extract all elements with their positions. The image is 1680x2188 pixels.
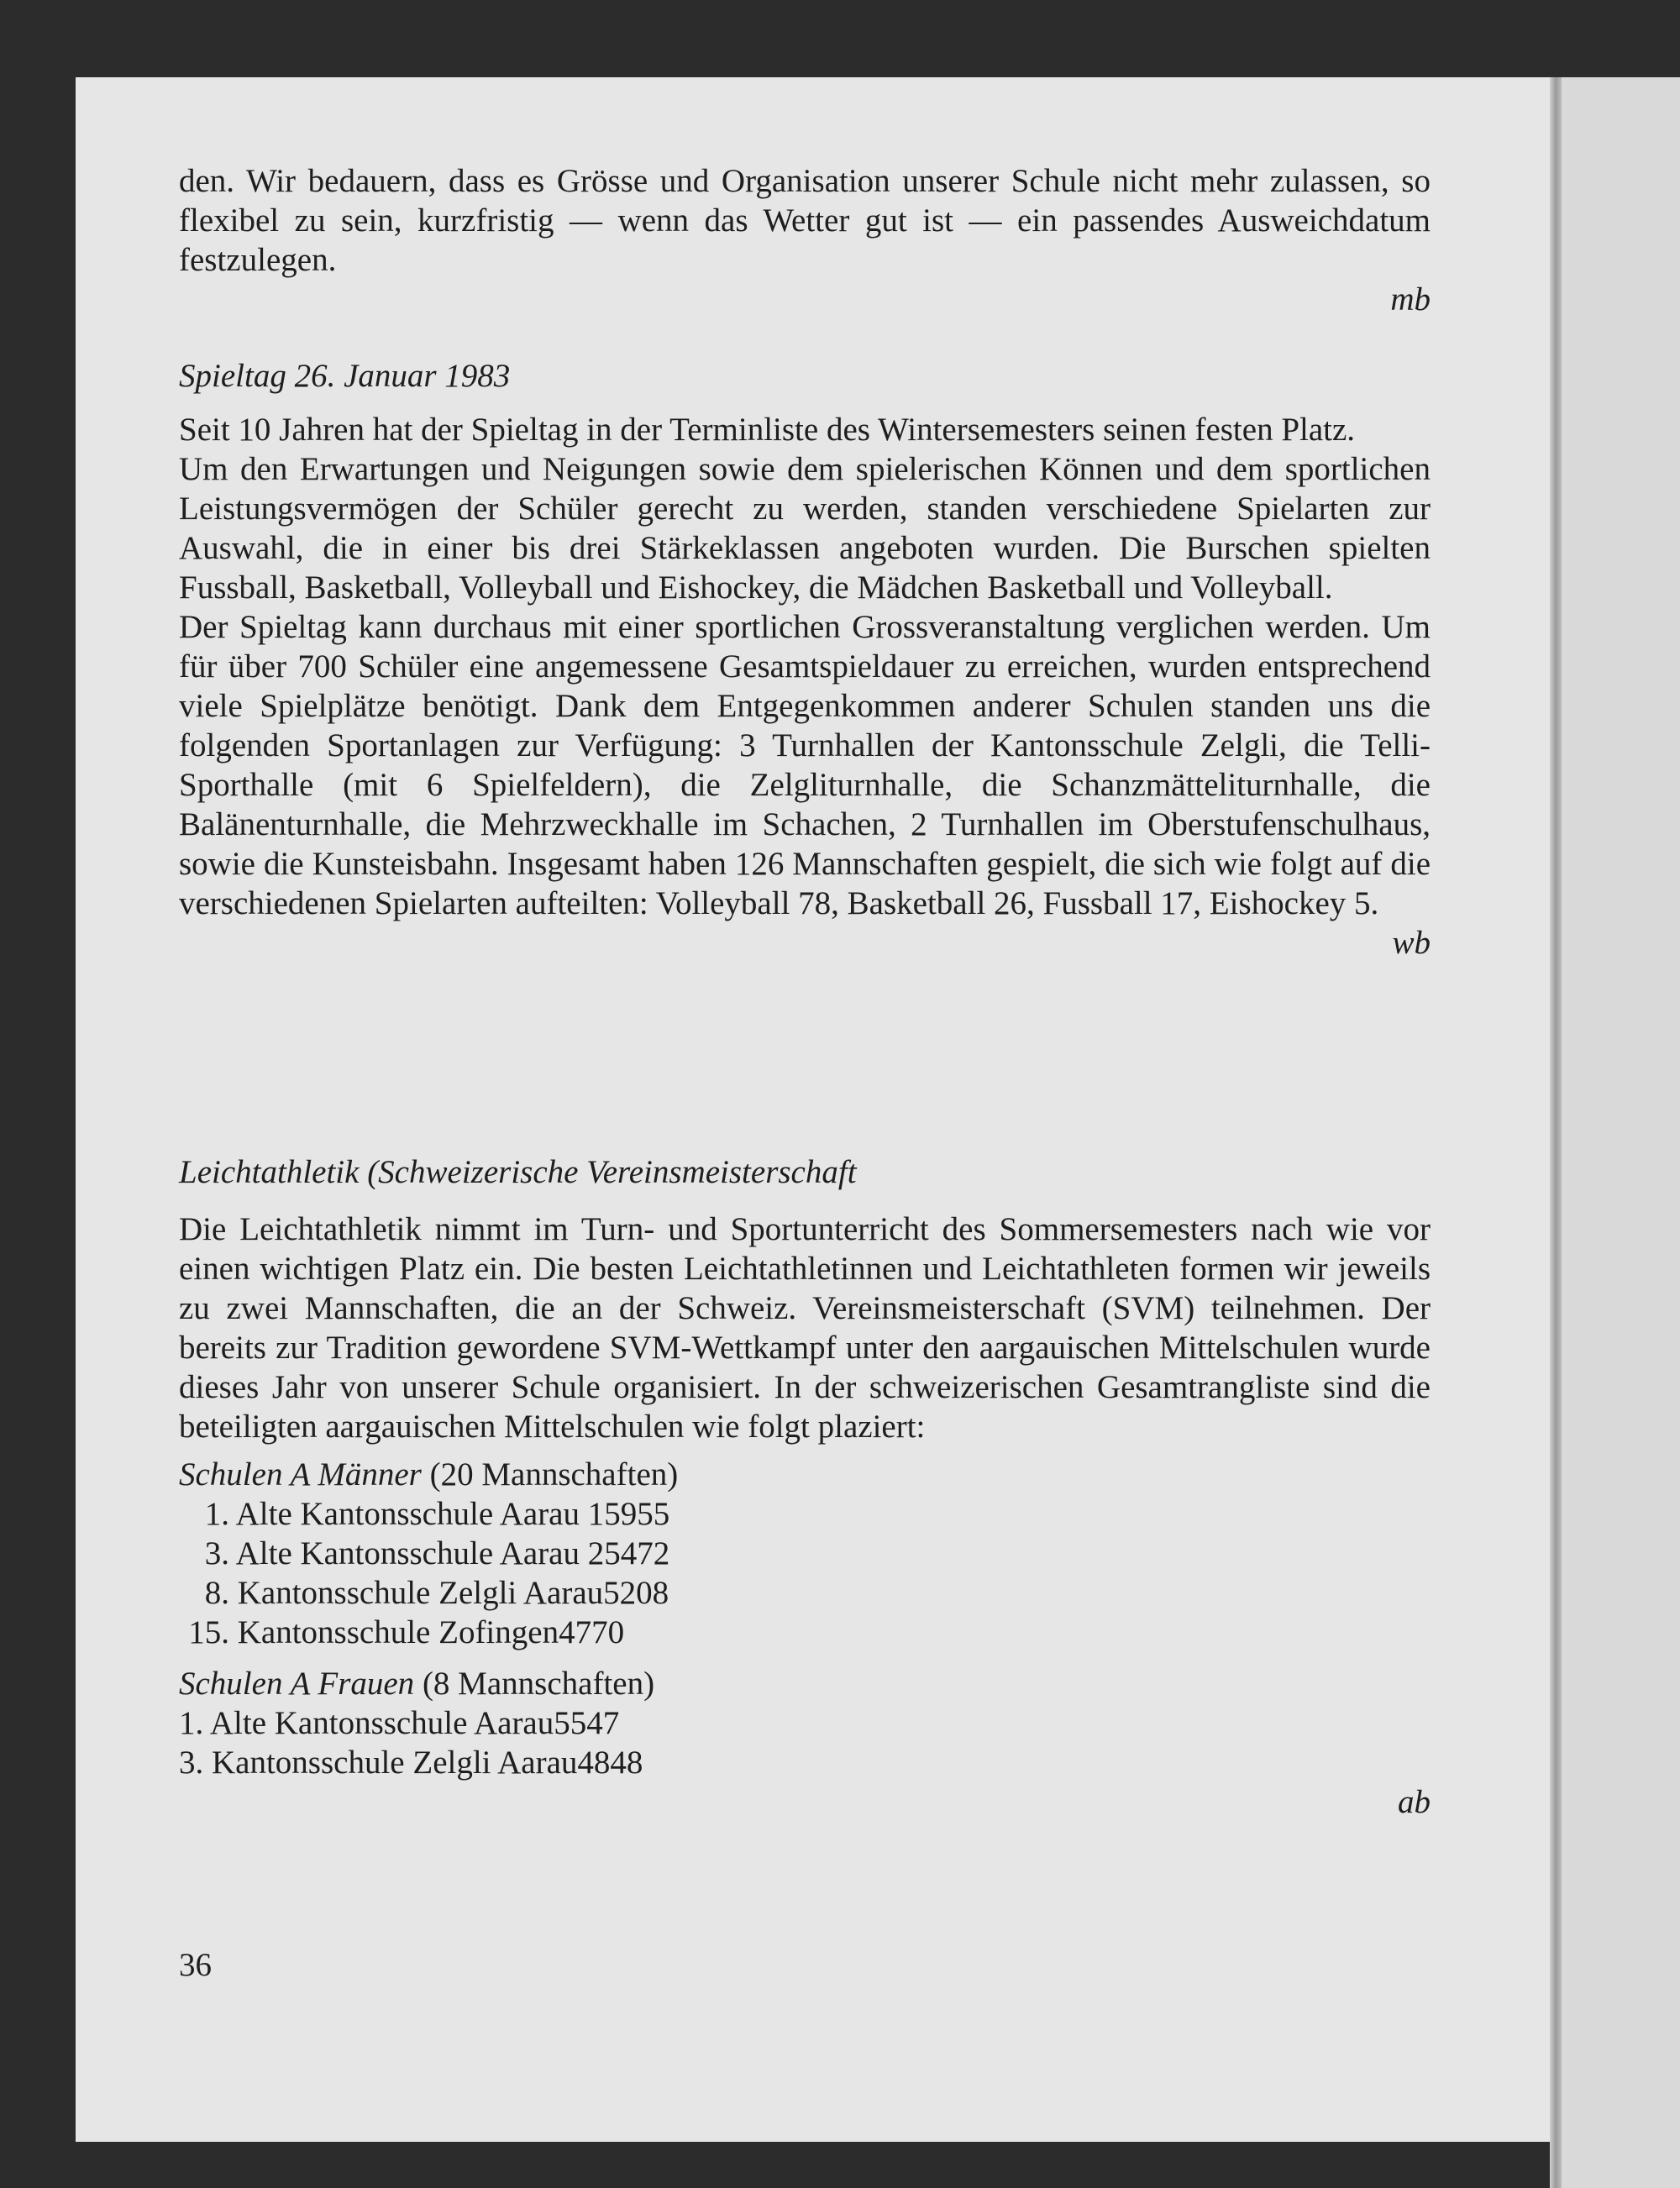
women-title: Schulen A Frauen <box>179 1666 415 1702</box>
next-page-edge <box>1557 77 1680 2188</box>
intro-block <box>179 161 1431 319</box>
school-name: Alte Kantonsschule Aarau <box>209 1705 554 1741</box>
signature-ab: ab <box>1398 1784 1431 1820</box>
rank: 8. <box>204 1575 229 1611</box>
paragraph: Um den Erwartungen und Neigungen sowie dem spielerischen Können und dem sportlichen Leistungsvermögen der Schüler gerecht zu werden, standen verschiedene Spielarten zur Auswahl, die in einer bis drei Stärkeklassen angeboten wurden. Die Burschen spielten Fussball, Basketball, Volleyball und Eishockey, die Mädchen Basketball und Volleyball. <box>179 451 1431 606</box>
result-row <box>179 1534 1431 1573</box>
section-spieltag <box>179 356 1431 396</box>
women-results <box>179 1664 1431 1782</box>
paragraph: Seit 10 Jahren hat der Spieltag in der Terminliste des Wintersemesters seinen festen Platz. <box>179 412 1356 448</box>
men-title: Schulen A Männer <box>179 1456 422 1493</box>
rank: 1. <box>179 1705 204 1741</box>
points: 4770 <box>559 1614 625 1650</box>
paragraph: Der Spieltag kann durchaus mit einer sportlichen Grossveranstaltung verglichen werden. Um für über 700 Schüler eine angemessene Gesamtspieldauer zu erreichen, wurden entsprechend viele Spielplätze benötigt. Dank dem Entgegenkommen anderer Schulen standen uns die folgenden Sportanlagen zur Verfügung: 3 Turnhallen der Kantonsschule Zelgli, die Telli-Sporthalle (mit 6 Spielfeldern), die Zelgliturnhalle, die Schanzmätteliturnhalle, die Balänenturnhalle, die Mehrzweckhalle im Schachen, 2 Turnhallen im Oberstufenschulhaus, sowie die Kunsteisbahn. Insgesamt haben 126 Mannschaften gespielt, die sich wie folgt auf die verschiedenen Spielarten aufteilten: Volleyball 78, Basketball 26, Fussball 17, Eishockey 5. <box>179 609 1431 921</box>
intro-paragraph: den. Wir bedauern, dass es Grösse und Organisation unserer Schule nicht mehr zulassen, so flexibel zu sein, kurzfristig — wenn das Wetter gut ist — ein passendes Ausweichdatum festzulegen. <box>179 163 1431 278</box>
section-leichtathletik <box>179 1152 1431 1192</box>
points: 5208 <box>603 1575 669 1611</box>
result-row <box>179 1703 1431 1743</box>
school-name: Kantonsschule Zelgli Aarau <box>237 1575 604 1611</box>
section-heading: Leichtathletik (Schweizerische Vereinsmeisterschaft <box>179 1154 857 1190</box>
men-title-line <box>179 1455 1431 1494</box>
result-row <box>179 1743 1431 1782</box>
rank: 15. <box>188 1614 229 1650</box>
school-name: Alte Kantonsschule Aarau 1 <box>235 1496 605 1532</box>
signature-wb: wb <box>1392 925 1431 961</box>
rank: 1. <box>204 1496 229 1532</box>
points: 5547 <box>554 1705 620 1741</box>
points: 4848 <box>577 1745 643 1781</box>
school-name: Kantonsschule Zelgli Aarau <box>212 1745 578 1781</box>
rank: 3. <box>179 1745 204 1781</box>
result-row <box>179 1573 1431 1613</box>
book-gutter <box>1550 77 1562 2188</box>
school-name: Alte Kantonsschule Aarau 2 <box>235 1535 605 1571</box>
points: 5472 <box>604 1535 670 1571</box>
section-leichtathletik-body <box>179 1209 1431 1822</box>
section-spieltag-body <box>179 410 1431 963</box>
men-results <box>179 1455 1431 1652</box>
rank: 3. <box>204 1535 229 1571</box>
section-heading: Spieltag 26. Januar 1983 <box>179 358 511 394</box>
school-name: Kantonsschule Zofingen <box>237 1614 559 1650</box>
page-number: 36 <box>179 1947 212 1983</box>
women-title-line <box>179 1664 1431 1703</box>
points: 5955 <box>604 1496 670 1532</box>
signature-mb: mb <box>1390 281 1431 317</box>
paragraph: Die Leichtathletik nimmt im Turn- und Sportunterricht des Sommersemesters nach wie vor einen wichtigen Platz ein. Die besten Leichtathletinnen und Leichtathleten formen wir jeweils zu zwei Mannschaften, die an der Schweiz. Vereinsmeisterschaft (SVM) teilnehmen. Der bereits zur Tradition gewordene SVM-Wettkampf unter den aargauischen Mittelschulen wurde dieses Jahr von unserer Schule organisiert. In der schweizerischen Gesamtrangliste sind die beteiligten aargauischen Mittelschulen wie folgt plaziert: <box>179 1211 1431 1445</box>
result-row <box>179 1613 1431 1652</box>
men-count: (20 Mannschaften) <box>429 1456 679 1493</box>
women-count: (8 Mannschaften) <box>422 1666 655 1702</box>
result-row <box>179 1494 1431 1534</box>
